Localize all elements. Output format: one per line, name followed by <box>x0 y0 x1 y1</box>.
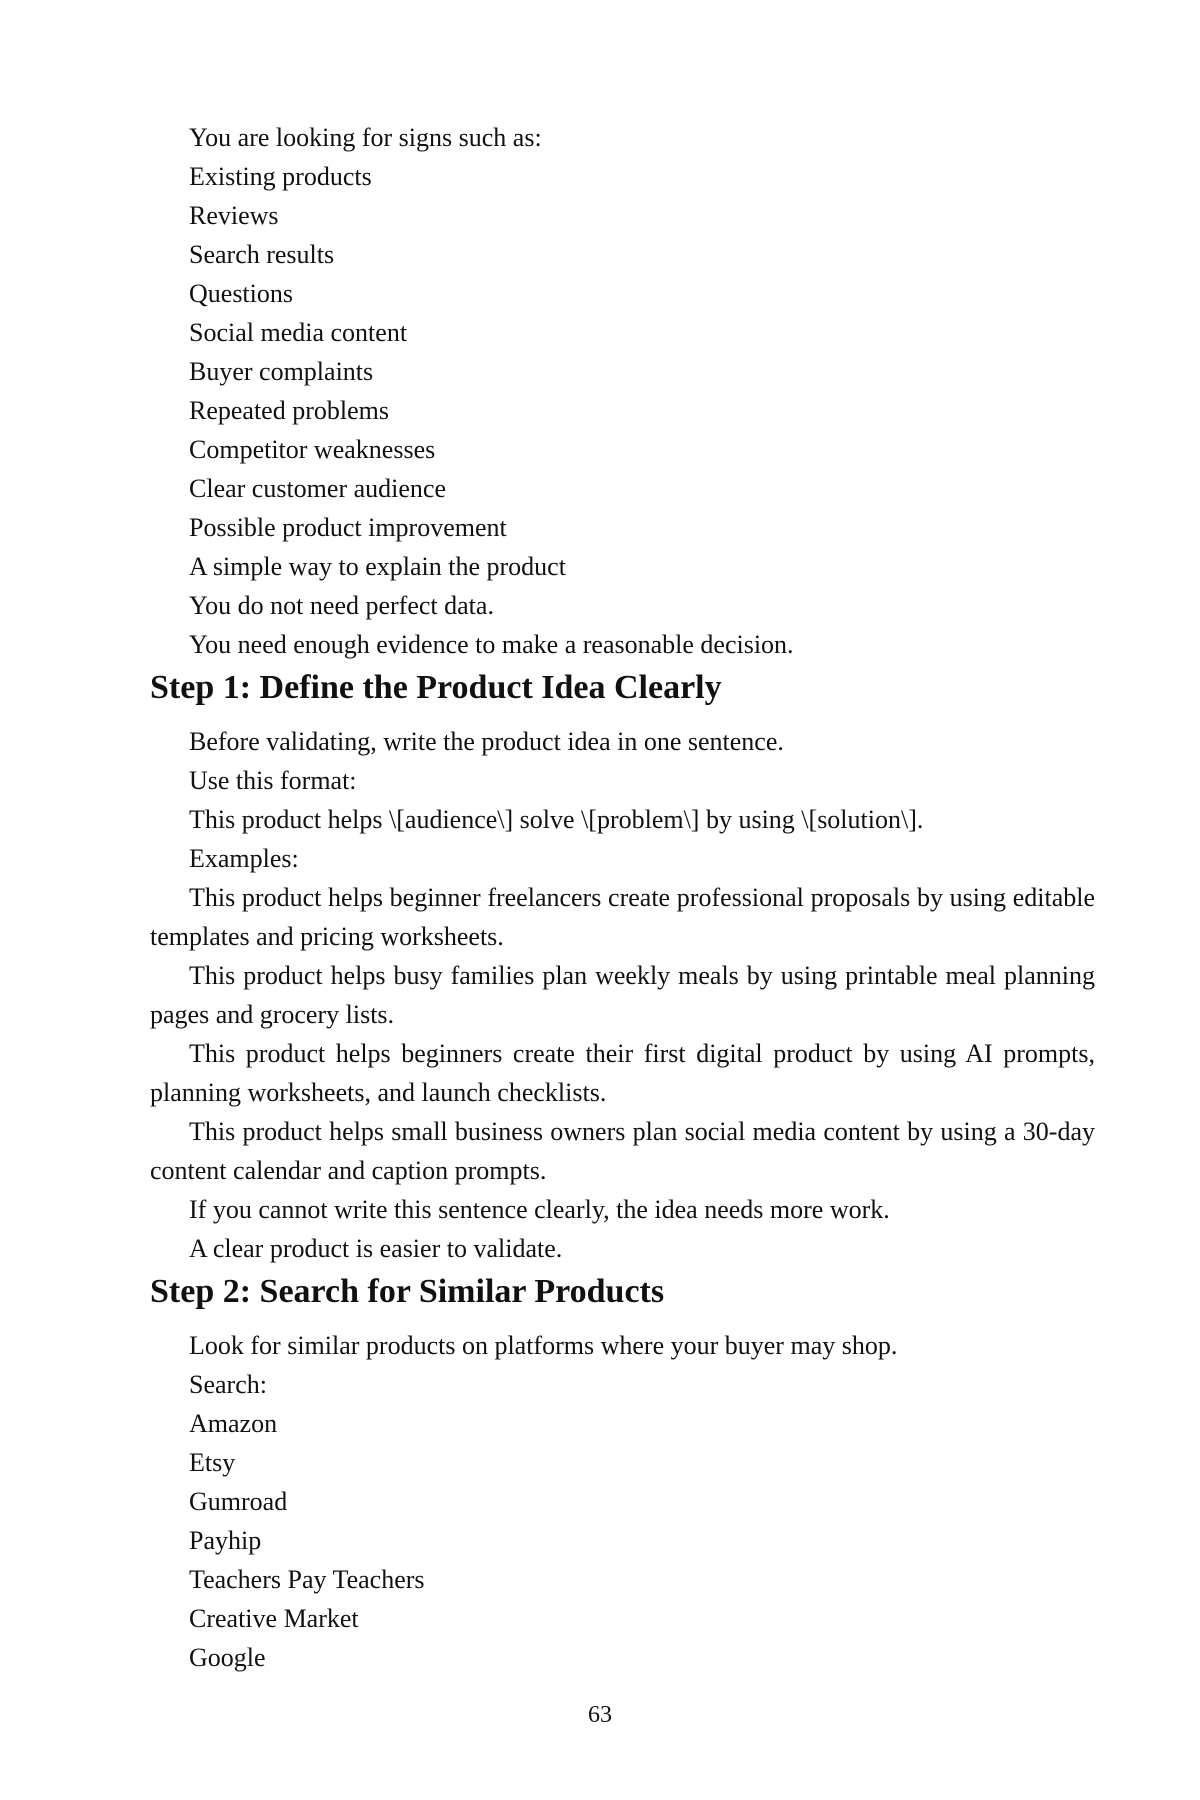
sign-item: Clear customer audience <box>189 474 446 503</box>
sign-item: Buyer complaints <box>189 357 374 386</box>
intro-lead: You are looking for signs such as: <box>189 123 542 152</box>
platform-item: Payhip <box>189 1526 262 1555</box>
step1-closing: If you cannot write this sentence clearly, the idea needs more work. <box>189 1195 890 1224</box>
step1-line: Use this format: <box>189 766 357 795</box>
platform-item: Google <box>189 1643 266 1672</box>
sign-item: Existing products <box>189 162 372 191</box>
example-paragraph: This product helps small business owners plan social media content by using a 30-day content calendar and caption prompts. <box>150 1117 1095 1185</box>
platform-item: Gumroad <box>189 1487 288 1516</box>
step2-line: Look for similar products on platforms where your buyer may shop. <box>189 1331 898 1360</box>
step1-line: Examples: <box>189 844 299 873</box>
step2-heading: Step 2: Search for Similar Products <box>150 1273 665 1310</box>
sign-item: Possible product improvement <box>189 513 507 542</box>
example-paragraph: This product helps beginners create their first digital product by using AI prompts, planning worksheets, and launch checklists. <box>150 1039 1095 1107</box>
sign-item: Social media content <box>189 318 408 347</box>
sign-item: Reviews <box>189 201 279 230</box>
sign-item: Questions <box>189 279 293 308</box>
example-paragraph: This product helps beginner freelancers create professional proposals by using editable templates and pricing worksheets. <box>150 883 1095 951</box>
intro-closing: You do not need perfect data. <box>189 591 494 620</box>
step1-heading: Step 1: Define the Product Idea Clearly <box>150 669 722 706</box>
platform-item: Teachers Pay Teachers <box>189 1565 425 1594</box>
step2-line: Search: <box>189 1370 267 1399</box>
platform-item: Creative Market <box>189 1604 359 1633</box>
page-number: 63 <box>588 1702 612 1728</box>
sign-item: Search results <box>189 240 335 269</box>
sign-item: A simple way to explain the product <box>189 552 566 581</box>
intro-closing: You need enough evidence to make a reasonable decision. <box>189 630 794 659</box>
sign-item: Competitor weaknesses <box>189 435 436 464</box>
page-body <box>150 118 1095 1677</box>
platform-item: Etsy <box>189 1448 236 1477</box>
step1-format: This product helps \[audience\] solve \[problem\] by using \[solution\]. <box>189 805 924 834</box>
example-paragraph: This product helps busy families plan weekly meals by using printable meal planning pages and grocery lists. <box>150 961 1095 1029</box>
sign-item: Repeated problems <box>189 396 389 425</box>
step1-closing: A clear product is easier to validate. <box>189 1234 563 1263</box>
step1-line: Before validating, write the product idea in one sentence. <box>189 727 784 756</box>
platform-item: Amazon <box>189 1409 278 1438</box>
